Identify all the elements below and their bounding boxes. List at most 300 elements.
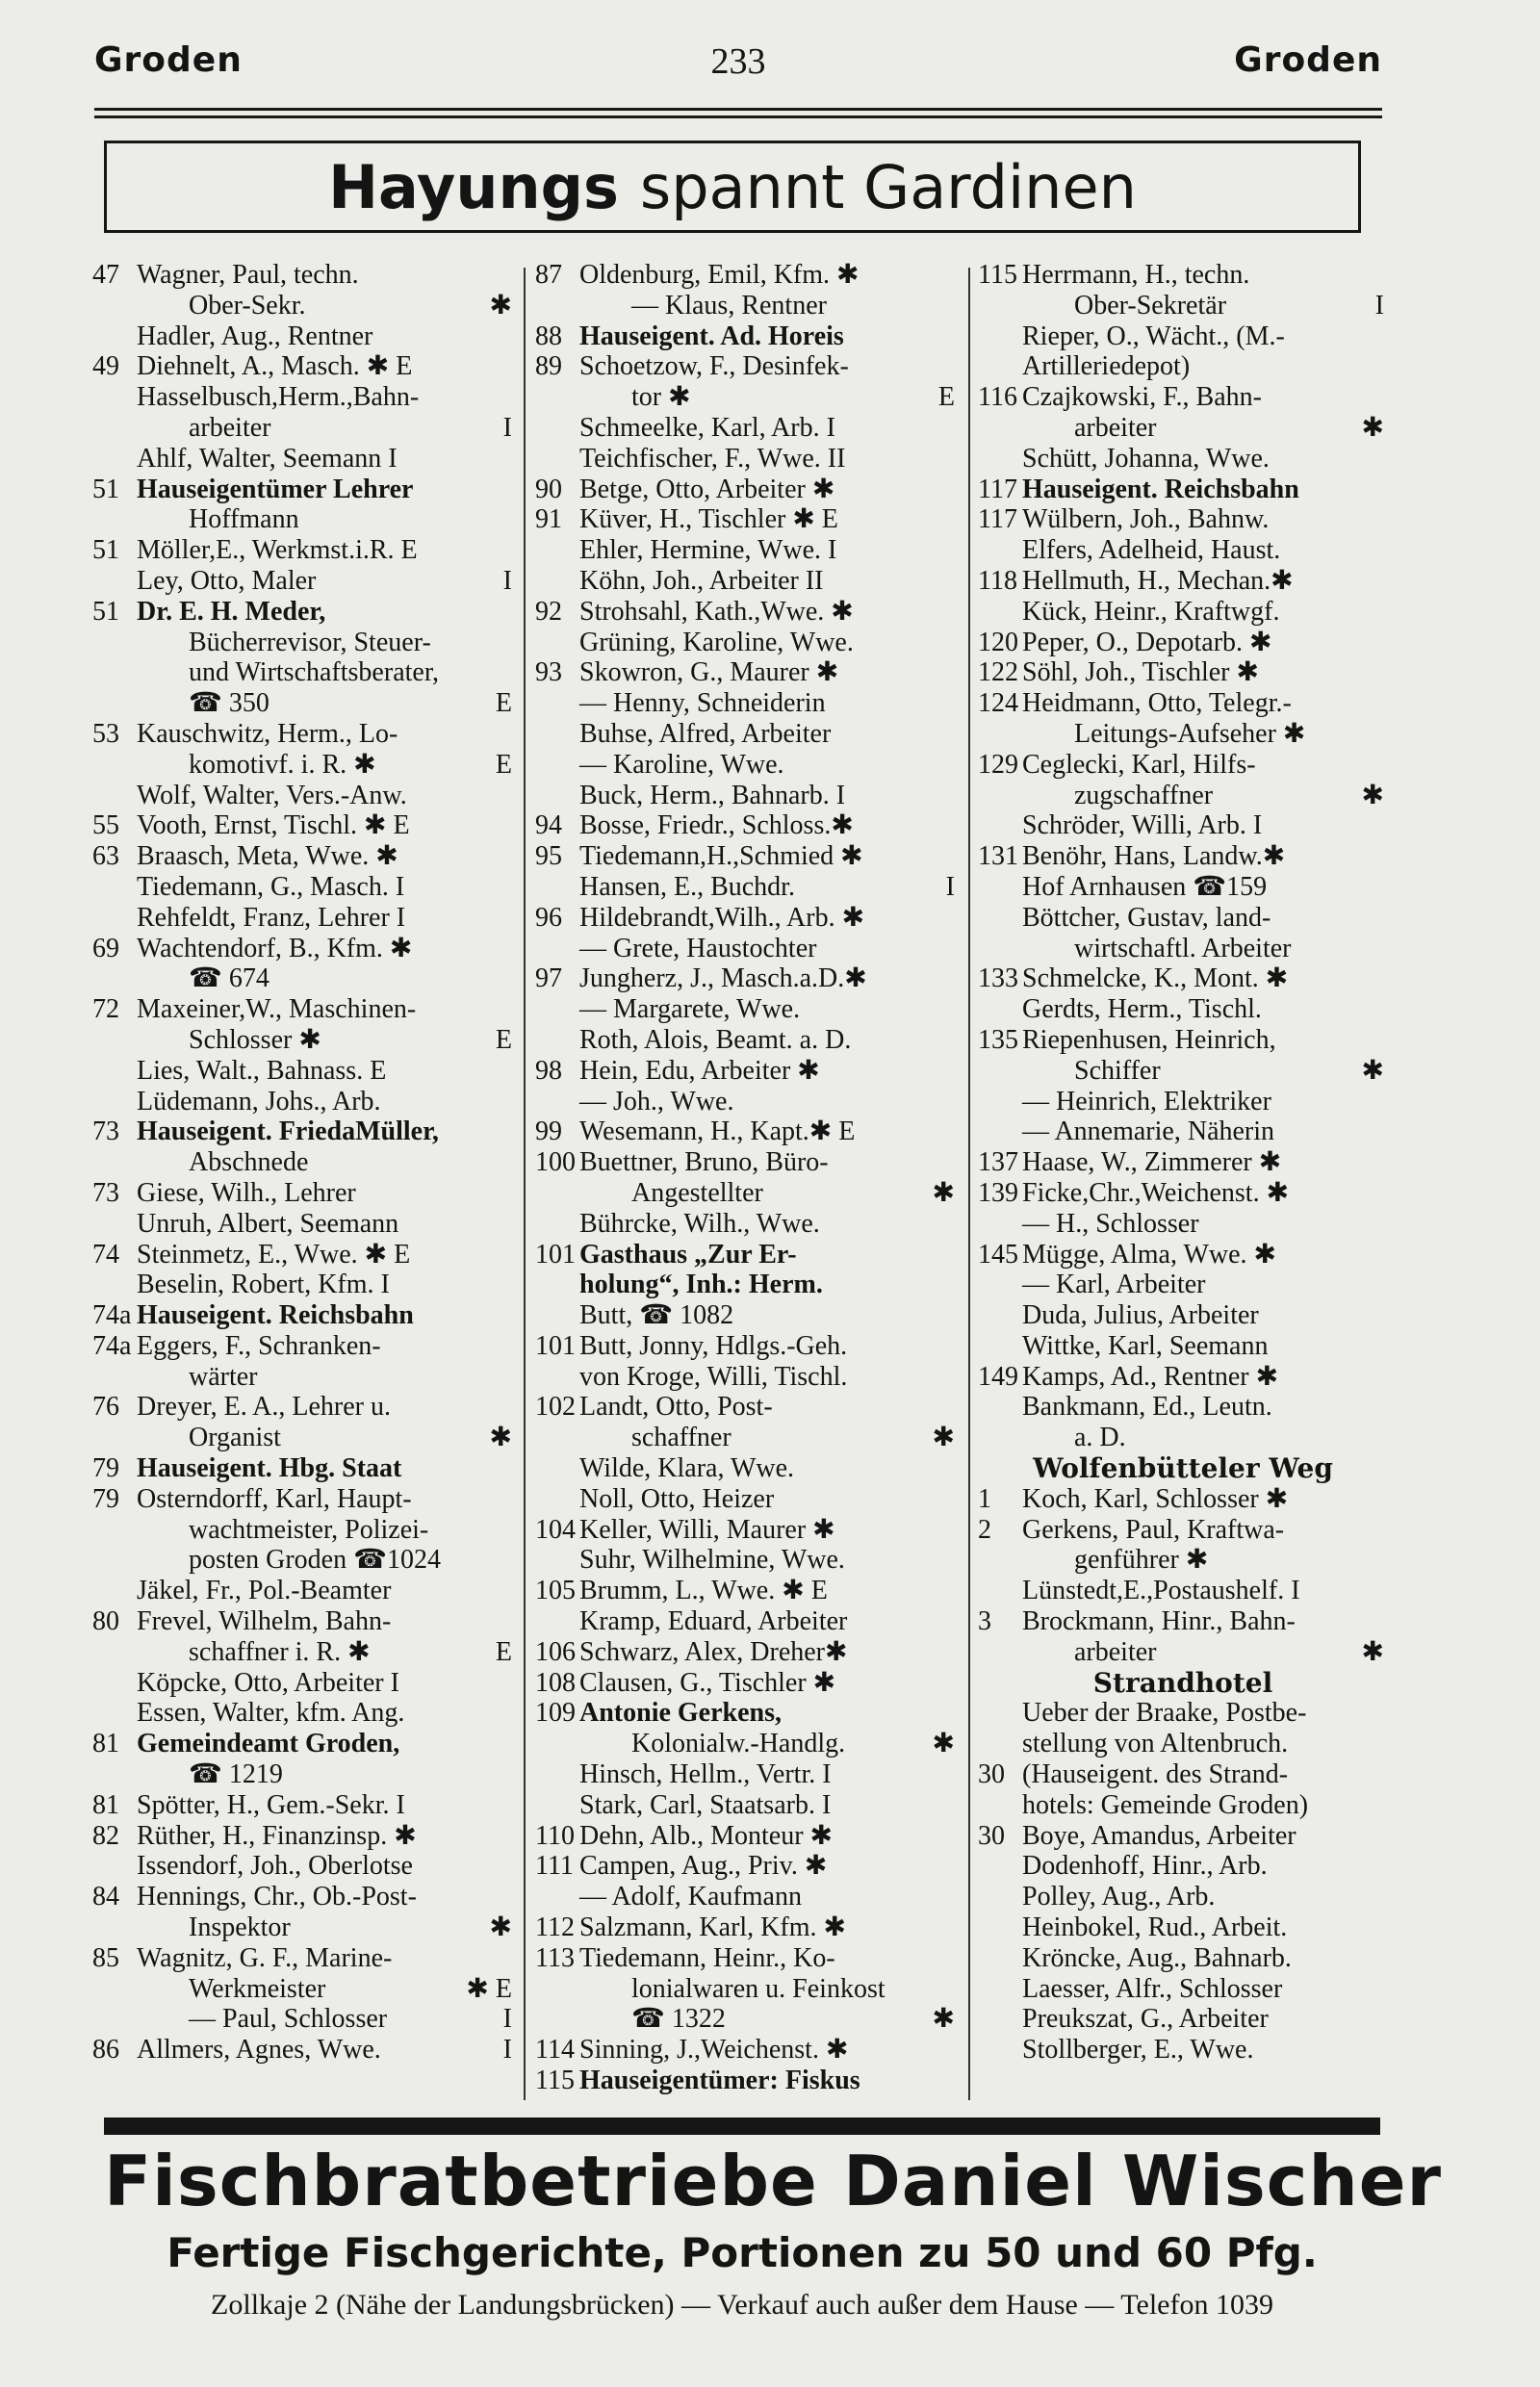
house-number: 118 — [978, 565, 1017, 596]
house-number: 108 — [535, 1667, 576, 1698]
directory-entry — [978, 1515, 1388, 1546]
entry-text: Steinmetz, E., Wwe. ✱ E — [137, 1239, 411, 1270]
house-number: 82 — [92, 1820, 119, 1851]
house-number: 117 — [978, 474, 1017, 504]
house-number: 117 — [978, 504, 1017, 535]
directory-entry — [978, 1147, 1388, 1178]
entry-text: Essen, Walter, kfm. Ang. — [137, 1698, 405, 1729]
house-number: 122 — [978, 657, 1018, 688]
entry-text: wirtschaftl. Arbeiter — [1074, 933, 1292, 963]
house-number: 88 — [535, 321, 562, 351]
footer-ad-title: Fischbratbetriebe Daniel Wischer — [104, 2141, 1443, 2221]
column-divider — [524, 268, 526, 2100]
banner-advert — [104, 141, 1361, 233]
directory-entry — [978, 781, 1388, 811]
directory-entry — [92, 963, 516, 994]
house-number: 81 — [92, 1729, 119, 1759]
entry-text: Buhse, Alfred, Arbeiter — [579, 718, 832, 749]
entry-text: Ueber der Braake, Postbe- — [1022, 1698, 1307, 1729]
directory-entry — [92, 1974, 516, 2005]
entry-text: Schiffer — [1074, 1055, 1161, 1086]
house-number: 104 — [535, 1514, 576, 1545]
directory-entry — [535, 750, 959, 781]
column-1 — [92, 260, 516, 2106]
entry-text: Wülbern, Joh., Bahnw. — [1022, 504, 1270, 535]
house-number: 94 — [535, 810, 562, 841]
directory-entry — [92, 566, 516, 597]
entry-text: Haase, W., Zimmerer ✱ — [1022, 1147, 1282, 1178]
entry-text: Buck, Herm., Bahnarb. I — [579, 780, 846, 810]
directory-entry — [978, 1637, 1388, 1668]
entry-marker: I — [502, 565, 512, 596]
house-number: 120 — [978, 627, 1018, 657]
directory-entry — [92, 872, 516, 903]
entry-marker: E — [495, 749, 512, 780]
entry-text: Wolfenbütteler Weg — [1033, 1453, 1333, 1484]
entry-text: Lünstedt,E.,Postaushelf. I — [1022, 1576, 1300, 1606]
house-number: 84 — [92, 1882, 119, 1912]
directory-entry — [535, 657, 959, 688]
directory-entry — [92, 260, 516, 291]
directory-entry — [978, 1943, 1388, 1974]
directory-entry — [978, 750, 1388, 781]
house-number: 99 — [535, 1116, 562, 1147]
house-number: 1 — [978, 1483, 991, 1514]
entry-marker: ✱ — [1361, 1636, 1384, 1667]
directory-entry — [978, 1056, 1388, 1087]
entry-text: arbeiter — [1074, 1636, 1157, 1667]
directory-entry — [92, 1851, 516, 1882]
entry-text: ☎ 674 — [189, 963, 270, 994]
house-number: 76 — [92, 1392, 119, 1423]
entry-text: — H., Schlosser — [1022, 1208, 1199, 1239]
entry-marker: I — [502, 2035, 512, 2066]
directory-entry — [535, 351, 959, 382]
entry-text: Wittke, Karl, Seemann — [1022, 1330, 1269, 1361]
entry-text: Bankmann, Ed., Leutn. — [1022, 1392, 1272, 1423]
entry-text: Vooth, Ernst, Tischl. ✱ E — [137, 810, 410, 841]
directory-entry — [978, 321, 1388, 352]
entry-text: wärter — [189, 1361, 258, 1392]
entry-text: schaffner i. R. ✱ — [189, 1636, 371, 1667]
entry-text: zugschaffner — [1074, 780, 1214, 810]
entry-text: Hauseigent. Reichsbahn — [137, 1300, 414, 1331]
directory-entry — [978, 1759, 1388, 1790]
entry-text: Hauseigent. Hbg. Staat — [137, 1453, 402, 1484]
directory-entry — [92, 1882, 516, 1912]
banner-brand: Hayungs — [328, 151, 619, 222]
entry-text: arbeiter — [189, 412, 271, 443]
directory-entry — [92, 1515, 516, 1546]
entry-text: stellung von Altenbruch. — [1022, 1729, 1289, 1759]
directory-entry — [978, 1240, 1388, 1270]
directory-entry — [978, 1821, 1388, 1852]
house-number: 113 — [535, 1942, 575, 1973]
directory-entry — [535, 2004, 959, 2035]
house-number: 97 — [535, 963, 562, 994]
house-number: 72 — [92, 994, 119, 1025]
entry-text: wachtmeister, Polizei- — [189, 1514, 429, 1545]
entry-text: Küver, H., Tischler ✱ E — [579, 504, 838, 535]
entry-text: Schwarz, Alex, Dreher✱ — [579, 1636, 848, 1667]
entry-text: — Annemarie, Näherin — [1022, 1116, 1275, 1147]
entry-text: ☎ 1322 — [631, 2004, 726, 2035]
entry-text: Spötter, H., Gem.-Sekr. I — [137, 1789, 405, 1820]
directory-entry — [978, 475, 1388, 505]
directory-entry — [535, 382, 959, 413]
entry-text: Gemeindeamt Groden, — [137, 1729, 400, 1759]
entry-text: Kröncke, Aug., Bahnarb. — [1022, 1942, 1292, 1973]
entry-text: Gerkens, Paul, Kraftwa- — [1022, 1514, 1285, 1545]
entry-text: Grüning, Karoline, Wwe. — [579, 627, 854, 657]
entry-text: Heidmann, Otto, Telegr.- — [1022, 688, 1292, 719]
directory-entry — [535, 291, 959, 321]
directory-entry — [535, 1515, 959, 1546]
entry-text: Hadler, Aug., Rentner — [137, 321, 373, 351]
directory-entry — [535, 1056, 959, 1087]
house-number: 95 — [535, 841, 562, 872]
house-number: 69 — [92, 933, 119, 963]
house-number: 74a — [92, 1300, 132, 1331]
entry-text: Kück, Heinr., Kraftwgf. — [1022, 596, 1280, 627]
house-number: 87 — [535, 260, 562, 290]
column-2 — [535, 260, 959, 2106]
entry-text: Preukszat, G., Arbeiter — [1022, 2004, 1269, 2035]
entry-marker: ✱ — [489, 1423, 512, 1453]
entry-text: Ficke,Chr.,Weichenst. ✱ — [1022, 1177, 1290, 1208]
house-number: 116 — [978, 382, 1017, 413]
entry-text: Bosse, Friedr., Schloss.✱ — [579, 810, 854, 841]
house-number: 115 — [978, 260, 1017, 290]
entry-text: Rüther, H., Finanzinsp. ✱ — [137, 1820, 417, 1851]
directory-entry — [978, 291, 1388, 321]
entry-text: Hinsch, Hellm., Vertr. I — [579, 1759, 832, 1790]
entry-text: Koch, Karl, Schlosser ✱ — [1022, 1483, 1289, 1514]
directory-entry — [978, 872, 1388, 903]
entry-marker: I — [502, 2004, 512, 2035]
directory-entry — [92, 1362, 516, 1393]
entry-text: Angestellter — [631, 1177, 763, 1208]
entry-text: Kauschwitz, Herm., Lo- — [137, 718, 398, 749]
house-number: 79 — [92, 1453, 119, 1484]
house-number: 73 — [92, 1116, 119, 1147]
house-number: 92 — [535, 596, 562, 627]
entry-text: Hildebrandt,Wilh., Arb. ✱ — [579, 902, 865, 933]
directory-entry — [535, 1698, 959, 1729]
directory-entry — [92, 1025, 516, 1056]
entry-text: Kramp, Eduard, Arbeiter — [579, 1606, 848, 1637]
directory-entry — [92, 628, 516, 658]
entry-text: Dr. E. H. Meder, — [137, 596, 326, 627]
entry-text: Benöhr, Hans, Landw.✱ — [1022, 841, 1286, 872]
directory-entry — [535, 566, 959, 597]
entry-text: Hein, Edu, Arbeiter ✱ — [579, 1055, 820, 1086]
directory-entry — [978, 1270, 1388, 1300]
directory-entry — [978, 1974, 1388, 2005]
house-number: 74a — [92, 1330, 132, 1361]
directory-entry — [978, 382, 1388, 413]
entry-text: Dodenhoff, Hinr., Arb. — [1022, 1851, 1268, 1882]
house-number: 139 — [978, 1177, 1018, 1208]
entry-text: Butt, Jonny, Hdlgs.-Geh. — [579, 1330, 848, 1361]
directory-entry — [535, 1453, 959, 1484]
directory-entry — [535, 1362, 959, 1393]
directory-entry — [535, 1729, 959, 1759]
directory-entry — [92, 1576, 516, 1606]
directory-entry — [978, 413, 1388, 444]
directory-entry — [978, 628, 1388, 658]
directory-entry — [535, 2035, 959, 2066]
entry-text: Suhr, Wilhelmine, Wwe. — [579, 1545, 845, 1576]
entry-text: — Klaus, Rentner — [631, 290, 827, 321]
entry-text: Kamps, Ad., Rentner ✱ — [1022, 1361, 1279, 1392]
entry-text: Buettner, Bruno, Büro- — [579, 1147, 829, 1178]
entry-marker: ✱ — [932, 1423, 955, 1453]
directory-entry — [535, 1790, 959, 1821]
house-number: 79 — [92, 1483, 119, 1514]
house-number: 91 — [535, 504, 562, 535]
directory-entry — [92, 1668, 516, 1699]
directory-entry — [535, 810, 959, 841]
entry-text: — Paul, Schlosser — [189, 2004, 388, 2035]
directory-entry — [978, 2035, 1388, 2066]
entry-text: Tiedemann, Heinr., Ko- — [579, 1942, 835, 1973]
entry-text: Jungherz, J., Masch.a.D.✱ — [579, 963, 867, 994]
banner-text: spannt Gardinen — [639, 151, 1137, 222]
directory-entry — [535, 413, 959, 444]
entry-text: Brumm, L., Wwe. ✱ E — [579, 1576, 828, 1606]
header-right-place: Groden — [1234, 40, 1382, 80]
entry-text: Artilleriedepot) — [1022, 351, 1191, 382]
house-number: 47 — [92, 260, 119, 290]
directory-entry — [978, 1851, 1388, 1882]
directory-entry — [978, 535, 1388, 566]
entry-text: Tiedemann, G., Masch. I — [137, 871, 405, 902]
house-number: 98 — [535, 1055, 562, 1086]
entry-text: Boye, Amandus, Arbeiter — [1022, 1820, 1296, 1851]
directory-entry — [978, 841, 1388, 872]
header-left-place: Groden — [94, 40, 243, 80]
directory-entry — [535, 781, 959, 811]
directory-entry — [535, 535, 959, 566]
directory-entry — [535, 934, 959, 964]
entry-text: Schmelcke, K., Mont. ✱ — [1022, 963, 1289, 994]
entry-text: Sinning, J.,Weichenst. ✱ — [579, 2035, 849, 2066]
house-number: 74 — [92, 1239, 119, 1270]
directory-entry — [978, 1698, 1388, 1729]
directory-entry — [535, 1821, 959, 1852]
house-number: 101 — [535, 1239, 576, 1270]
house-number: 101 — [535, 1330, 576, 1361]
directory-entry — [978, 1484, 1388, 1515]
directory-entry — [92, 321, 516, 352]
directory-entry — [92, 504, 516, 535]
entry-text: Hasselbusch,Herm.,Bahn- — [137, 382, 420, 413]
entry-text: Köhn, Joh., Arbeiter II — [579, 565, 824, 596]
directory-entry — [535, 1300, 959, 1331]
entry-text: Clausen, G., Tischler ✱ — [579, 1667, 836, 1698]
entry-marker: E — [495, 688, 512, 719]
directory-entry — [535, 1116, 959, 1147]
directory-entry — [978, 351, 1388, 382]
entry-text: — Margarete, Wwe. — [579, 994, 801, 1025]
entry-text: Wagner, Paul, techn. — [137, 260, 359, 290]
directory-entry — [535, 2066, 959, 2096]
directory-entry — [535, 1392, 959, 1423]
entry-text: Frevel, Wilhelm, Bahn- — [137, 1606, 392, 1637]
entry-text: Mügge, Alma, Wwe. ✱ — [1022, 1239, 1277, 1270]
entry-text: Riepenhusen, Heinrich, — [1022, 1024, 1276, 1055]
entry-text: Diehnelt, A., Masch. ✱ E — [137, 351, 413, 382]
entry-text: Landt, Otto, Post- — [579, 1392, 773, 1423]
directory-entry — [535, 872, 959, 903]
directory-entry — [535, 1270, 959, 1300]
directory-entry — [92, 1606, 516, 1637]
directory-entry — [92, 750, 516, 781]
entry-text: Kolonialw.-Handlg. — [631, 1729, 846, 1759]
directory-entry — [978, 1576, 1388, 1606]
entry-text: Hauseigent. Ad. Horeis — [579, 321, 844, 351]
header-rule-bottom — [94, 116, 1382, 118]
street-heading — [978, 1453, 1388, 1484]
directory-entry — [535, 321, 959, 352]
directory-entry — [535, 1147, 959, 1178]
house-number: 149 — [978, 1361, 1018, 1392]
directory-entry — [535, 1851, 959, 1882]
directory-entry — [978, 444, 1388, 475]
entry-text: Leitungs-Aufseher ✱ — [1074, 718, 1306, 749]
entry-text: arbeiter — [1074, 412, 1157, 443]
entry-text: Hellmuth, H., Mechan.✱ — [1022, 565, 1294, 596]
directory-entry — [92, 781, 516, 811]
house-number: 81 — [92, 1789, 119, 1820]
entry-text: Wolf, Walter, Vers.-Anw. — [137, 780, 407, 810]
directory-entry — [92, 1392, 516, 1423]
directory-entry — [92, 1331, 516, 1362]
entry-text: Campen, Aug., Priv. ✱ — [579, 1851, 828, 1882]
directory-entry — [978, 1790, 1388, 1821]
directory-entry — [535, 1025, 959, 1056]
entry-text: Bührcke, Wilh., Wwe. — [579, 1208, 820, 1239]
directory-entry — [535, 444, 959, 475]
directory-entry — [978, 1087, 1388, 1117]
directory-entry — [978, 1545, 1388, 1576]
entry-text: genführer ✱ — [1074, 1545, 1209, 1576]
entry-text: Beselin, Robert, Kfm. I — [137, 1270, 390, 1300]
directory-entry — [978, 1882, 1388, 1912]
directory-entry — [92, 1209, 516, 1240]
entry-text: Stollberger, E., Wwe. — [1022, 2035, 1254, 2066]
house-number: 102 — [535, 1392, 576, 1423]
entry-text: lonialwaren u. Feinkost — [631, 1973, 886, 2004]
entry-text: Roth, Alois, Beamt. a. D. — [579, 1024, 852, 1055]
entry-text: Brockmann, Hinr., Bahn- — [1022, 1606, 1296, 1637]
directory-entry — [92, 1484, 516, 1515]
directory-entry — [978, 1729, 1388, 1759]
directory-entry — [978, 719, 1388, 750]
entry-marker: ✱ — [1361, 412, 1384, 443]
entry-text: Schlosser ✱ — [189, 1024, 321, 1055]
column-divider — [968, 268, 970, 2100]
directory-entry — [92, 1178, 516, 1209]
directory-entry — [535, 994, 959, 1025]
entry-marker: I — [945, 871, 955, 902]
entry-marker: ✱ E — [466, 1973, 512, 2004]
directory-entry — [535, 260, 959, 291]
entry-text: hotels: Gemeinde Groden) — [1022, 1789, 1309, 1820]
directory-entry — [92, 1240, 516, 1270]
directory-entry — [535, 628, 959, 658]
entry-text: Herrmann, H., techn. — [1022, 260, 1250, 290]
directory-entry — [92, 1729, 516, 1759]
house-number: 105 — [535, 1576, 576, 1606]
entry-text: Duda, Julius, Arbeiter — [1022, 1300, 1259, 1331]
house-number: 133 — [978, 963, 1018, 994]
entry-marker: ✱ — [932, 2004, 955, 2035]
house-number: 112 — [535, 1912, 575, 1943]
directory-entry — [92, 1912, 516, 1943]
entry-text: Hennings, Chr., Ob.-Post- — [137, 1882, 417, 1912]
directory-entry — [92, 382, 516, 413]
directory-entry — [92, 903, 516, 934]
entry-text: Schröder, Willi, Arb. I — [1022, 810, 1263, 841]
directory-entry — [535, 1882, 959, 1912]
directory-entry — [92, 657, 516, 688]
house-number: 114 — [535, 2035, 575, 2066]
directory-entry — [535, 1576, 959, 1606]
directory-entry — [92, 841, 516, 872]
entry-text: Czajkowski, F., Bahn- — [1022, 382, 1262, 413]
entry-text: von Kroge, Willi, Tischl. — [579, 1361, 848, 1392]
entry-text: Lies, Walt., Bahnass. E — [137, 1055, 387, 1086]
entry-text: Tiedemann,H.,Schmied ✱ — [579, 841, 863, 872]
page-header — [94, 40, 1382, 89]
directory-entry — [92, 1790, 516, 1821]
house-number: 53 — [92, 718, 119, 749]
directory-entry — [978, 903, 1388, 934]
directory-entry — [535, 1484, 959, 1515]
directory-entry — [978, 688, 1388, 719]
entry-text: Hauseigentümer: Fiskus — [579, 2066, 860, 2096]
directory-entry — [535, 1209, 959, 1240]
entry-text: Giese, Wilh., Lehrer — [137, 1177, 356, 1208]
directory-entry — [92, 597, 516, 628]
entry-text: schaffner — [631, 1423, 732, 1453]
entry-text: Betge, Otto, Arbeiter ✱ — [579, 474, 835, 504]
house-number: 80 — [92, 1606, 119, 1637]
entry-text: Böttcher, Gustav, land- — [1022, 902, 1271, 933]
house-number: 131 — [978, 841, 1018, 872]
directory-entry — [535, 1912, 959, 1943]
directory-entry — [535, 1240, 959, 1270]
entry-text: Hof Arnhausen ☎159 — [1022, 871, 1268, 902]
house-number: 3 — [978, 1606, 991, 1637]
directory-entry — [535, 1668, 959, 1699]
directory-entry — [535, 963, 959, 994]
entry-marker: ✱ — [489, 1912, 512, 1943]
entry-marker: I — [1374, 290, 1384, 321]
entry-text: Schütt, Johanna, Wwe. — [1022, 443, 1270, 474]
house-number: 145 — [978, 1239, 1018, 1270]
entry-text: und Wirtschaftsberater, — [189, 657, 440, 688]
directory-entry — [535, 1545, 959, 1576]
directory-entry — [92, 934, 516, 964]
directory-entry — [535, 1943, 959, 1974]
directory-entry — [535, 597, 959, 628]
entry-text: tor ✱ — [631, 382, 691, 413]
header-rule-top — [94, 108, 1382, 111]
directory-entry — [92, 291, 516, 321]
